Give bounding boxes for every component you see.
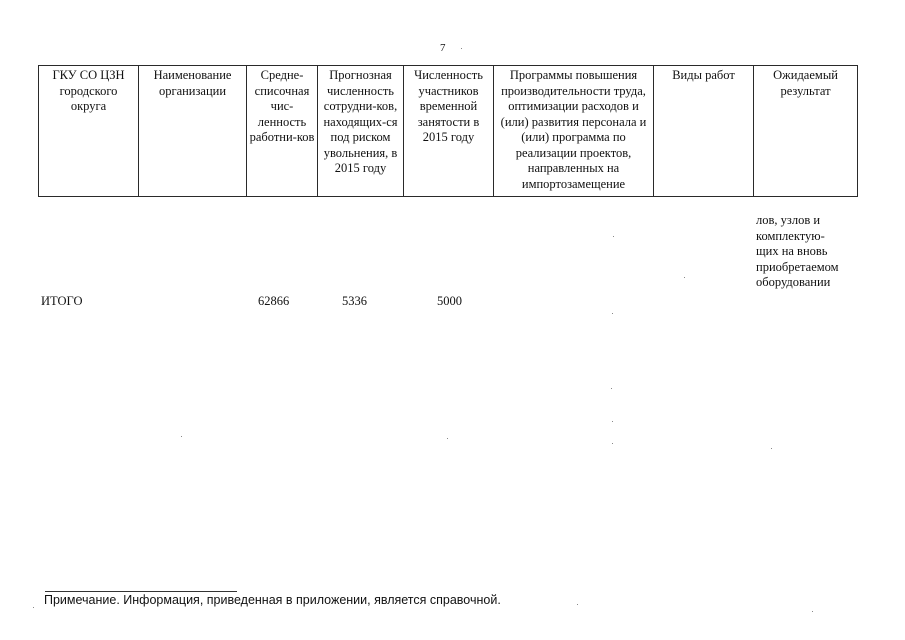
scan-speck — [577, 604, 578, 605]
scan-speck — [612, 443, 613, 444]
scan-speck — [611, 388, 612, 389]
total-forecast-at-risk: 5336 — [342, 294, 367, 308]
total-avg-headcount: 62866 — [258, 294, 290, 308]
data-table — [38, 65, 858, 197]
header-programs: Программы повышения производительности труда, оптимизации расходов и (или) развития персонала и (или) программа по реализации проектов, направленных на импортозамещение — [494, 66, 654, 197]
header-row — [39, 66, 858, 197]
header-avg-headcount: Средне-списочная чис-ленность работни-ков — [247, 66, 318, 197]
header-center-name: ГКУ СО ЦЗН городского округа — [39, 66, 139, 197]
footnote-divider — [45, 591, 237, 592]
scan-speck — [33, 607, 34, 608]
total-temporary-participants: 5000 — [437, 294, 462, 308]
page-number: 7 — [440, 42, 446, 54]
scan-speck — [461, 48, 462, 49]
header-temporary-participants: Численность участников временной занятости в 2015 году — [404, 66, 494, 197]
header-forecast-at-risk: Прогнозная численность сотрудни-ков, находящих-ся под риском увольнения, в 2015 году — [318, 66, 404, 197]
header-organization-name: Наименование организации — [139, 66, 247, 197]
scan-speck — [181, 436, 182, 437]
scan-speck — [812, 611, 813, 612]
header-expected-result: Ожидаемый результат — [754, 66, 858, 197]
scan-speck — [447, 438, 448, 439]
scan-speck — [613, 236, 614, 237]
header-work-types: Виды работ — [654, 66, 754, 197]
scan-speck — [612, 421, 613, 422]
expected-result-continuation: лов, узлов и комплектую- щих на вновь приобретаемом оборудовании — [756, 213, 839, 289]
scan-speck — [684, 277, 685, 278]
scan-speck — [612, 313, 613, 314]
total-label: ИТОГО — [41, 294, 83, 308]
footnote-note: Примечание. Информация, приведенная в приложении, является справочной. — [44, 593, 501, 607]
scan-speck — [771, 448, 772, 449]
